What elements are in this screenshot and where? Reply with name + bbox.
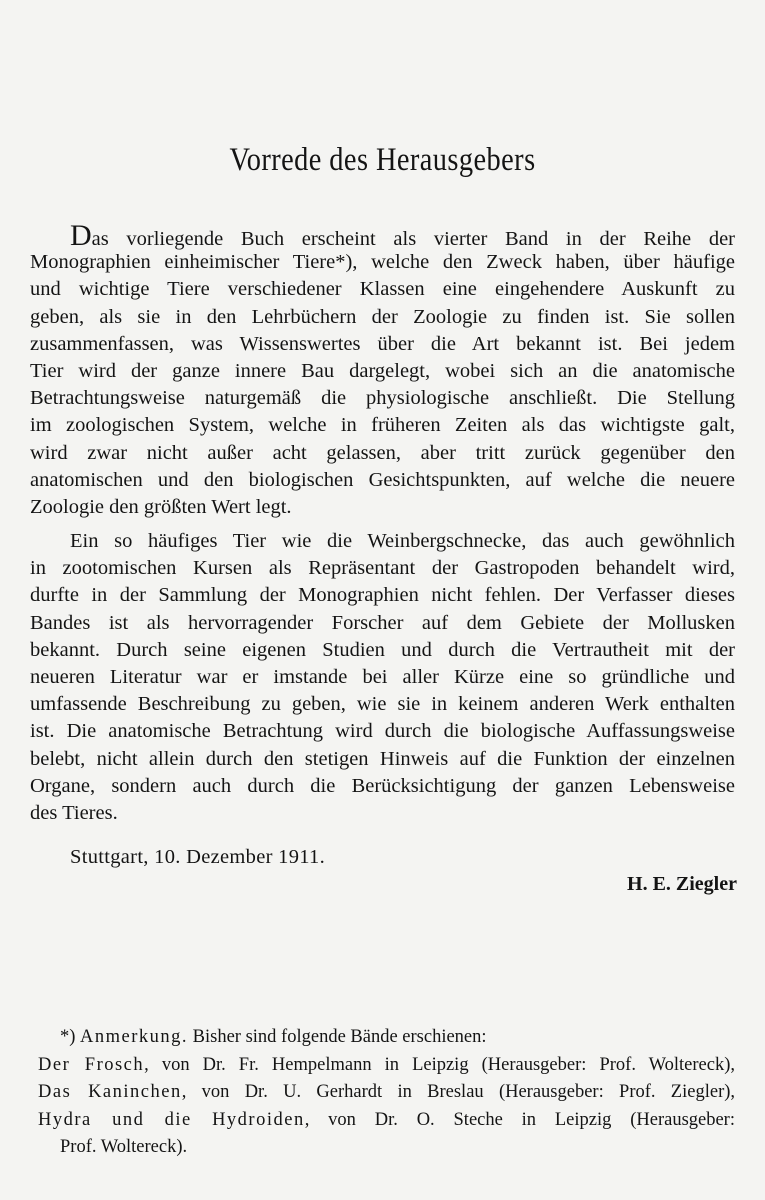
entry-title: Hydra und die Hydroiden [38, 1109, 305, 1130]
paragraph-2 [30, 528, 735, 827]
footnote-entry [38, 1079, 735, 1107]
entry-details: , von Dr. O. Steche in Leipzig (Herausgeber: [304, 1109, 735, 1130]
text-line: in zootomischen Kursen als Repräsentant der Gastropoden behandelt wird, [30, 557, 735, 580]
entry-title: Der Frosch [38, 1054, 145, 1075]
text-line: bekannt. Durch seine eigenen Studien und durch die Vertrautheit mit der [30, 638, 735, 661]
text-line: anatomischen und den biologischen Gesichtspunkten, auf welche die neuere [30, 468, 735, 491]
text-line: neueren Literatur war er imstande bei aller Kürze eine so gründliche und [30, 665, 735, 688]
text-line: Tier wird der ganze innere Bau dargelegt, wobei sich an die anatomische [30, 359, 735, 382]
text-line: Monographien einheimischer Tiere*), welche den Zweck haben, über häufige [30, 251, 735, 274]
entry-title: Das Kaninchen [38, 1082, 182, 1102]
footnote-continuation: Prof. Woltereck). [60, 1137, 188, 1157]
footnote-label: Anmerkung. [80, 1027, 189, 1047]
text-line: Zoologie den größten Wert legt. [30, 495, 292, 518]
text-line: zusammenfassen, was Wissenswertes über die Art bekannt ist. Bei jedem [30, 332, 735, 355]
entry-details: , von Dr. U. Gerhardt in Breslau (Herausgeber: Prof. Ziegler), [181, 1082, 736, 1102]
text-line: umfassende Beschreibung zu geben, wie sie in keinem anderen Werk enthalten [30, 693, 735, 716]
footnote-entry [38, 1107, 735, 1135]
footnote [38, 1024, 736, 1162]
text-line-content: as vorliegende Buch erscheint als vierter Band in der Reihe der [91, 228, 735, 250]
footnote-entry [38, 1052, 735, 1080]
text-line: belebt, nicht allein durch den stetigen Hinweis auf die Funktion der einzelnen [30, 747, 735, 770]
footnote-marker: *) [60, 1027, 81, 1047]
footnote-intro [60, 1024, 735, 1052]
paragraph-1 [30, 219, 735, 521]
drop-cap: D [70, 219, 92, 252]
text-line: Organe, sondern auch durch die Berücksichtigung der ganzen Lebensweise [30, 774, 735, 797]
footnote-intro-text: Bisher sind folgende Bände erschienen: [188, 1027, 487, 1047]
text-line: Bandes ist als hervorragender Forscher auf dem Gebiete der Mollusken [30, 611, 735, 634]
page-title: Vorrede des Herausgebers [229, 142, 536, 178]
signature: H. E. Ziegler [627, 873, 737, 895]
text-line [30, 219, 735, 252]
text-line: ist. Die anatomische Betrachtung wird durch die biologische Auffassungsweise [30, 720, 735, 743]
text-line: im zoologischen System, welche in früheren Zeiten als das wichtigste galt, [30, 414, 735, 437]
text-line: Betrachtungsweise naturgemäß die physiologische anschließt. Die Stellung [30, 387, 735, 410]
text-line: des Tieres. [30, 801, 118, 824]
text-line: wird zwar nicht außer acht gelassen, aber tritt zurück gegenüber den [30, 441, 735, 464]
text-line: und wichtige Tiere verschiedener Klassen eine eingehendere Auskunft zu [30, 278, 735, 301]
text-line: durfte in der Sammlung der Monographien nicht fehlen. Der Verfasser dieses [30, 584, 735, 607]
place-date: Stuttgart, 10. Dezember 1911. [70, 846, 326, 868]
text-line: geben, als sie in den Lehrbüchern der Zoologie zu finden ist. Sie sollen [30, 305, 735, 328]
entry-details: , von Dr. Fr. Hempelmann in Leipzig (Herausgeber: Prof. Woltereck), [144, 1054, 735, 1075]
text-line: Ein so häufiges Tier wie die Weinbergschnecke, das auch gewöhnlich [70, 530, 735, 552]
